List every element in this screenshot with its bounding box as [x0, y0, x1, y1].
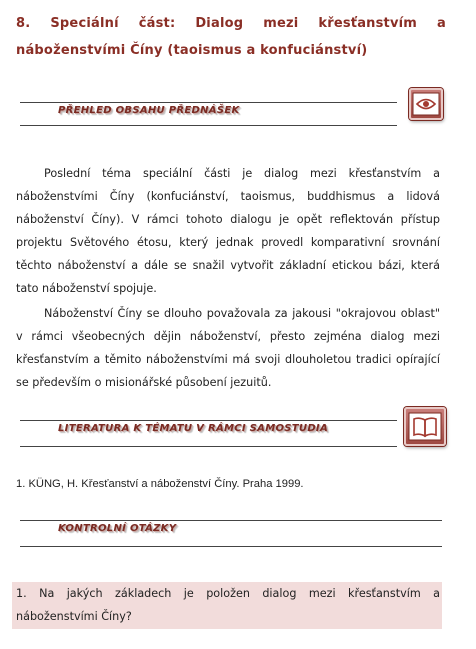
question-item: 1. Na jakých základech je položen dialog mezi křesťanstvím a náboženstvími Číny?	[16, 587, 440, 623]
literature-bottom-rule	[20, 446, 397, 447]
body-paragraph-2: Náboženství Číny se dlouho považovala za jakousi "okrajovou oblast" v rámci všeobecných dějin náboženství, přesto zejména dialog mezi křesťanstvím a těmito náboženstvími má svoji dlouholetou tradici opírající se především o misionářské působení jezuitů.	[16, 307, 440, 389]
literature-top-rule	[20, 420, 397, 421]
overview-icon-box	[409, 88, 443, 120]
book-icon	[406, 409, 444, 444]
questions-bottom-rule	[20, 546, 442, 547]
questions-top-rule	[20, 520, 442, 521]
literature-icon-box	[404, 407, 446, 446]
questions-heading: KONTROLNÍ OTÁZKY	[58, 523, 177, 534]
overview-bottom-rule	[20, 125, 397, 126]
chapter-title: 8. Speciální část: Dialog mezi křesťanstvím a náboženstvími Číny (taoismus a konfuciánství)	[16, 16, 446, 58]
literature-heading: LITERATURA K TÉMATU V RÁMCI SAMOSTUDIA	[58, 423, 328, 434]
literature-item: 1. KÜNG, H. Křesťanství a náboženství Číny. Praha 1999.	[16, 478, 304, 490]
body-paragraph-1: Poslední téma speciální části je dialog mezi křesťanstvím a náboženstvími Číny (konfuciánství, taoismus, buddhismus a lidová náboženství Číny). V rámci tohoto dialogu je opět reflektován přístup projektu Světového étosu, který jednak provedl komparativní srovnání těchto náboženství a dále se snažil vytvořit základní etickou bázi, která tato náboženství spojuje.	[16, 167, 440, 295]
overview-heading: PŘEHLED OBSAHU PŘEDNÁŠEK	[58, 105, 240, 116]
eye-icon	[411, 90, 441, 118]
overview-top-rule	[20, 102, 397, 103]
